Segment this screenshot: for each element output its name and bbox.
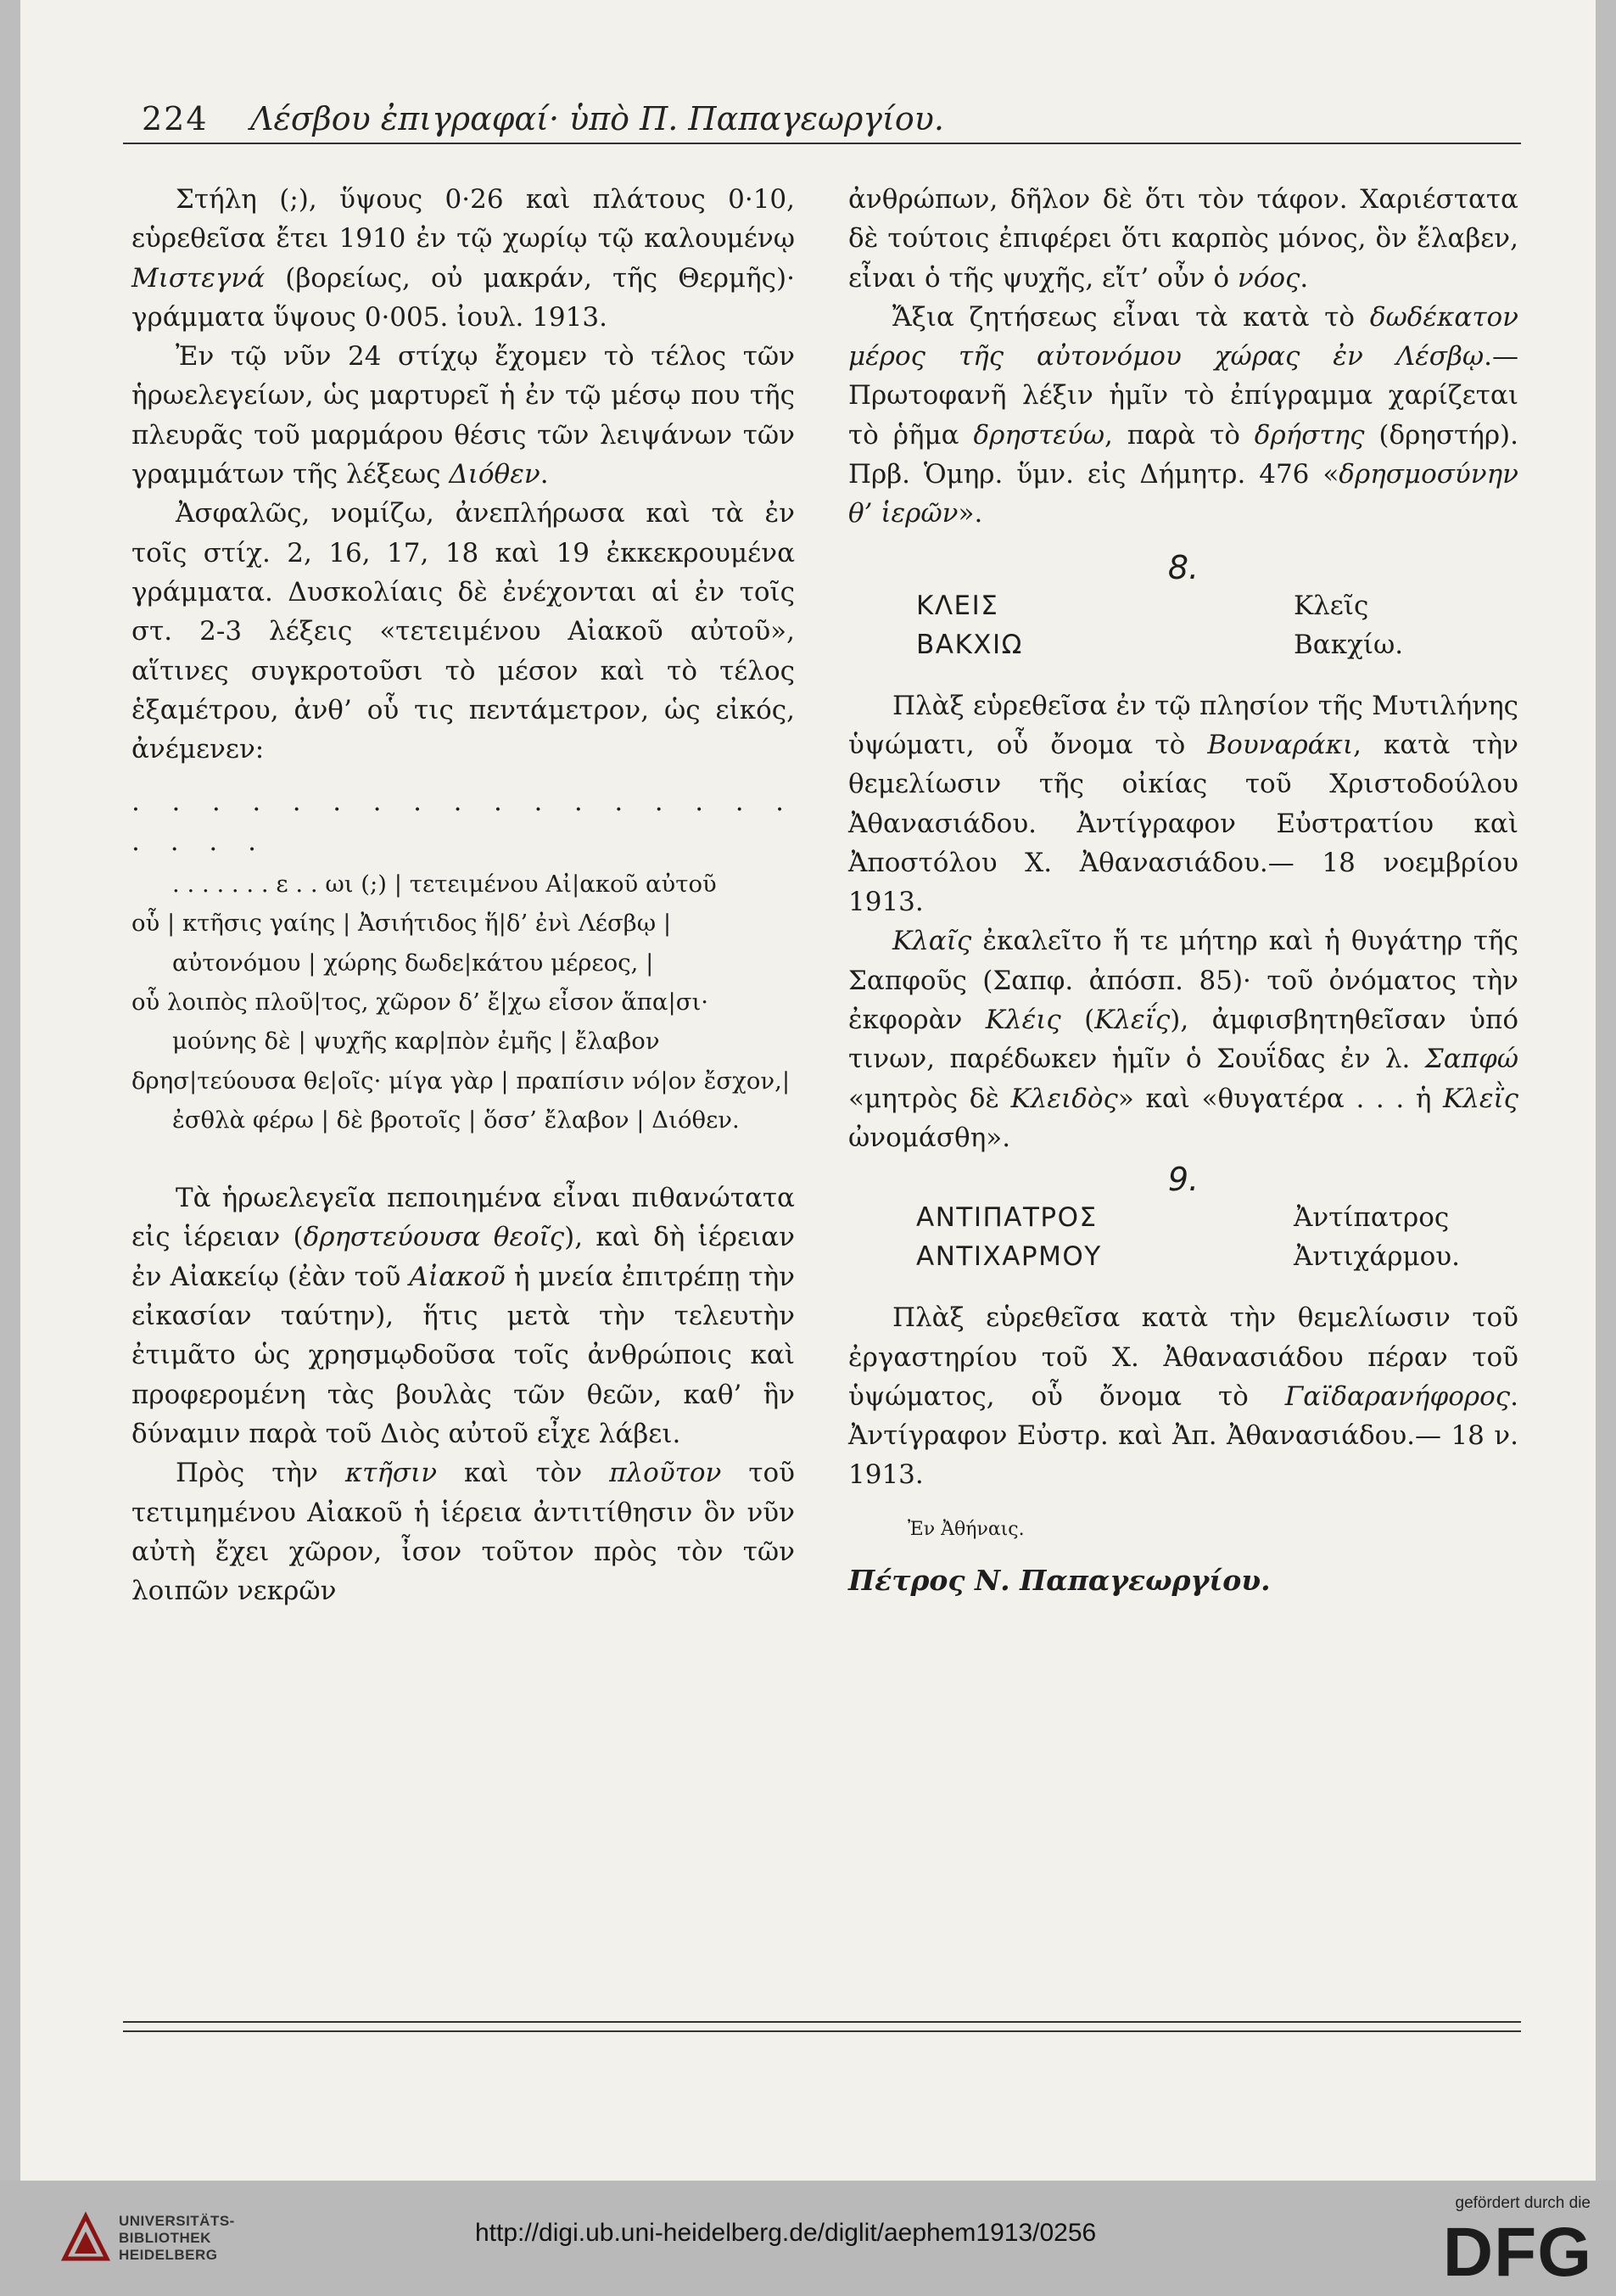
verse-line: αὐτονόμου | χώρης δωδε|κάτου μέρεος, |	[172, 949, 654, 977]
running-title: Λέσβου ἐπιγραφαί· ὑπὸ Π. Παπαγεωργίου.	[250, 100, 944, 137]
author-signature: Πέτρος Ν. Παπαγεωργίου.	[848, 1563, 1271, 1597]
paragraph: Πλὰξ εὑρεθεῖσα ἐν τῷ πλησίον τῆς Μυτιλήνης ὑψώματι, οὗ ὄνομα τὸ Βουναράκι, κατὰ τὴν θεμελίωσιν τῆς οἰκίας τοῦ Χριστοδούλου Ἀθανασιάδου. Ἀντίγραφον Εὐστρατίου καὶ Ἀποστόλου Χ. Ἀθανασιάδου.— 18 νοεμβρίου 1913.	[848, 690, 1518, 918]
ellipsis-line: . . . . . . . . . . . . . . . . . . . . .	[131, 787, 795, 857]
section-number: 8.	[1167, 548, 1199, 586]
inscription-caps: ΒΑΚΧΙΩ	[916, 629, 1023, 660]
place-line: Ἐν Ἀθήναις.	[908, 1518, 1025, 1540]
funder-label: gefördert durch die	[1455, 2194, 1591, 2212]
permalink-url[interactable]: http://digi.ub.uni-heidelberg.de/diglit/aephem1913/0256	[475, 2219, 1097, 2247]
verse-line: οὗ | κτῆσις γαίης | Ἀσιήτιδος ἥ|δ’ ἐνὶ Λέσβῳ |	[131, 910, 672, 938]
right-column	[848, 180, 1518, 1600]
section-number: 9.	[1167, 1161, 1199, 1199]
rule-line	[123, 2021, 1521, 2023]
verse-line: οὗ λοιπὸς πλοῦ|τος, χῶρον δ’ ἔ|χω εἶσον ἅπα|σι·	[131, 988, 709, 1016]
paragraph: Ἄξια ζητήσεως εἶναι τὰ κατὰ τὸ δωδέκατον μέρος τῆς αὐτονόμου χώρας ἐν Λέσβῳ.— Πρωτοφανῆ λέξιν ἡμῖν τὸ ἐπίγραμμα χαρίζεται τὸ ῥῆμα δρηστεύω, παρὰ τὸ δρήστης (δρηστήρ). Πρβ. Ὁμηρ. ὕμν. εἰς Δήμητρ. 476 «δρησμοσύνην θ’ ἱερῶν».	[848, 301, 1519, 529]
university-library-logo-icon	[59, 2211, 112, 2264]
verse-line: . . . . . . . ε . . ωι (;) | τετειμένου Αἰ|ακοῦ αὐτοῦ	[172, 871, 717, 899]
inscription-caps: ΚΛΕΙΣ	[916, 590, 999, 621]
running-header	[123, 93, 1521, 144]
library-name: UNIVERSITÄTS- BIBLIOTHEK HEIDELBERG	[119, 2213, 235, 2263]
inscription-translit: Βακχίω.	[1294, 629, 1404, 660]
dfg-logo: DFG	[1442, 2214, 1592, 2291]
paragraph: Στήλη (;), ὕψους 0·26 καὶ πλάτους 0·10, εὑρεθεῖσα ἔτει 1910 ἐν τῷ χωρίῳ τῷ καλουμένῳ Μιστεγνά (βορείως, οὐ μακράν, τῆς Θερμῆς)· γράμματα ὕψους 0·005. ἰουλ. 1913.	[131, 184, 795, 333]
paragraph: Ἐν τῷ νῦν 24 στίχῳ ἔχομεν τὸ τέλος τῶν ἡρωελεγείων, ὡς μαρτυρεῖ ἡ ἐν τῷ μέσῳ που τῆς πλευρᾶς τοῦ μαρμάρου θέσις τῶν λειψάνων τῶν γραμμάτων τῆς λέξεως Διόθεν.	[131, 341, 795, 490]
paragraph: Πρὸς τὴν κτῆσιν καὶ τὸν πλοῦτον τοῦ τετιμημένου Αἰακοῦ ἡ ἱέρεια ἀντιτίθησιν ὃν νῦν αὐτὴ ἔχει χῶρον, ἶσον τοῦτον πρὸς τὸν τῶν λοιπῶν νεκρῶν	[131, 1458, 796, 1607]
verse-line: μούνης δὲ | ψυχῆς καρ|πὸν ἐμῆς | ἔλαβον	[172, 1028, 660, 1056]
digitization-footer	[0, 2181, 1616, 2296]
verse-line: δρησ|τεύουσα θε|οῖς· μίγα γὰρ | πραπίσιν νό|ον ἔσχον,|	[131, 1067, 791, 1095]
left-column	[131, 180, 795, 1610]
verse-line: ἐσθλὰ φέρω | δὲ βροτοῖς | ὅσσ’ ἔλαβον | Διόθεν.	[172, 1106, 740, 1134]
paragraph: Κλαῖς ἐκαλεῖτο ἥ τε μήτηρ καὶ ἡ θυγάτηρ τῆς Σαπφοῦς (Σαπφ. ἀπόσπ. 85)· τοῦ ὀνόματος τὴν ἐκφορὰν Κλέις (Κλεΐς), ἀμφισβητηθεῖσαν ὑπό τινων, παρέδωκεν ἡμῖν ὁ Σουΐδας ἐν λ. Σαπφώ «μητρὸς δὲ Κλειδὸς» καὶ «θυγατέρα . . . ἡ Κλεῒς ὠνομάσθη».	[848, 926, 1518, 1153]
inscription-translit: Ἀντίπατρος	[1294, 1202, 1450, 1234]
paragraph: ἀνθρώπων, δῆλον δὲ ὅτι τὸν τάφον. Χαριέστατα δὲ τούτοις ἐπιφέρει ὅτι καρπὸς μόνος, ὃν ἔλαβεν, εἶναι ὁ τῆς ψυχῆς, εἴτ’ οὖν ὁ νόος.	[848, 184, 1518, 294]
paragraph: Τὰ ἡρωελεγεῖα πεποιημένα εἶναι πιθανώτατα εἰς ἱέρειαν (δρηστεύουσα θεοῖς), καὶ δὴ ἱέρειαν ἐν Αἰακείῳ (ἐὰν τοῦ Αἰακοῦ ἡ μνεία ἐπιτρέπῃ τὴν εἰκασίαν ταύτην), ἥτις μετὰ τὴν τελευτὴν ἐτιμᾶτο ὡς χρησμῳδοῦσα τοῖς ἀνθρώποις καὶ προφερομένη τὰς βουλὰς τῶν θεῶν, καθ’ ἣν δύναμιν παρὰ τοῦ Διὸς αὐτοῦ εἶχε λάβει.	[131, 1183, 795, 1449]
inscription-translit: Κλεῖς	[1294, 590, 1369, 621]
inscription-row	[848, 625, 1518, 664]
inscription-verse	[131, 865, 795, 1140]
paragraph: Ἀσφαλῶς, νομίζω, ἀνεπλήρωσα καὶ τὰ ἐν τοῖς στίχ. 2, 16, 17, 18 καὶ 19 ἐκκεκρουμένα γράμματα. Δυσκολίαις δὲ ἐνέχονται αἱ ἐν τοῖς στ. 2-3 λέξεις «τετειμένου Αἰακοῦ αὐτοῦ», αἵτινες συγκροτοῦσι τὸ μέσον καὶ τὸ τέλος ἑξαμέτρου, ἀνθ’ οὗ τις πεντάμετρον, ὡς εἰκός, ἀνέμενεν:	[131, 498, 795, 765]
header-rule	[123, 143, 1521, 144]
inscription-translit: Ἀντιχάρμου.	[1294, 1241, 1460, 1273]
inscription-row	[848, 586, 1518, 625]
rule-line	[123, 2030, 1521, 2032]
page-number: 224	[142, 100, 209, 137]
closing-rules	[123, 2021, 1521, 2040]
inscription-row	[848, 1198, 1518, 1237]
inscription-caps: ΑΝΤΙΠΑΤΡΟΣ	[916, 1202, 1098, 1234]
paragraph: Πλὰξ εὑρεθεῖσα κατὰ τὴν θεμελίωσιν τοῦ ἐργαστηρίου τοῦ Χ. Ἀθανασιάδου πέραν τοῦ ὑψώματος, οὗ ὄνομα τὸ Γαϊδαρανήφορος. Ἀντίγραφον Εὐστρ. καὶ Ἀπ. Ἀθανασιάδου.— 18 ν. 1913.	[848, 1302, 1518, 1491]
inscription-caps: ΑΝΤΙΧΑΡΜΟΥ	[916, 1241, 1102, 1273]
inscription-row	[848, 1237, 1518, 1276]
